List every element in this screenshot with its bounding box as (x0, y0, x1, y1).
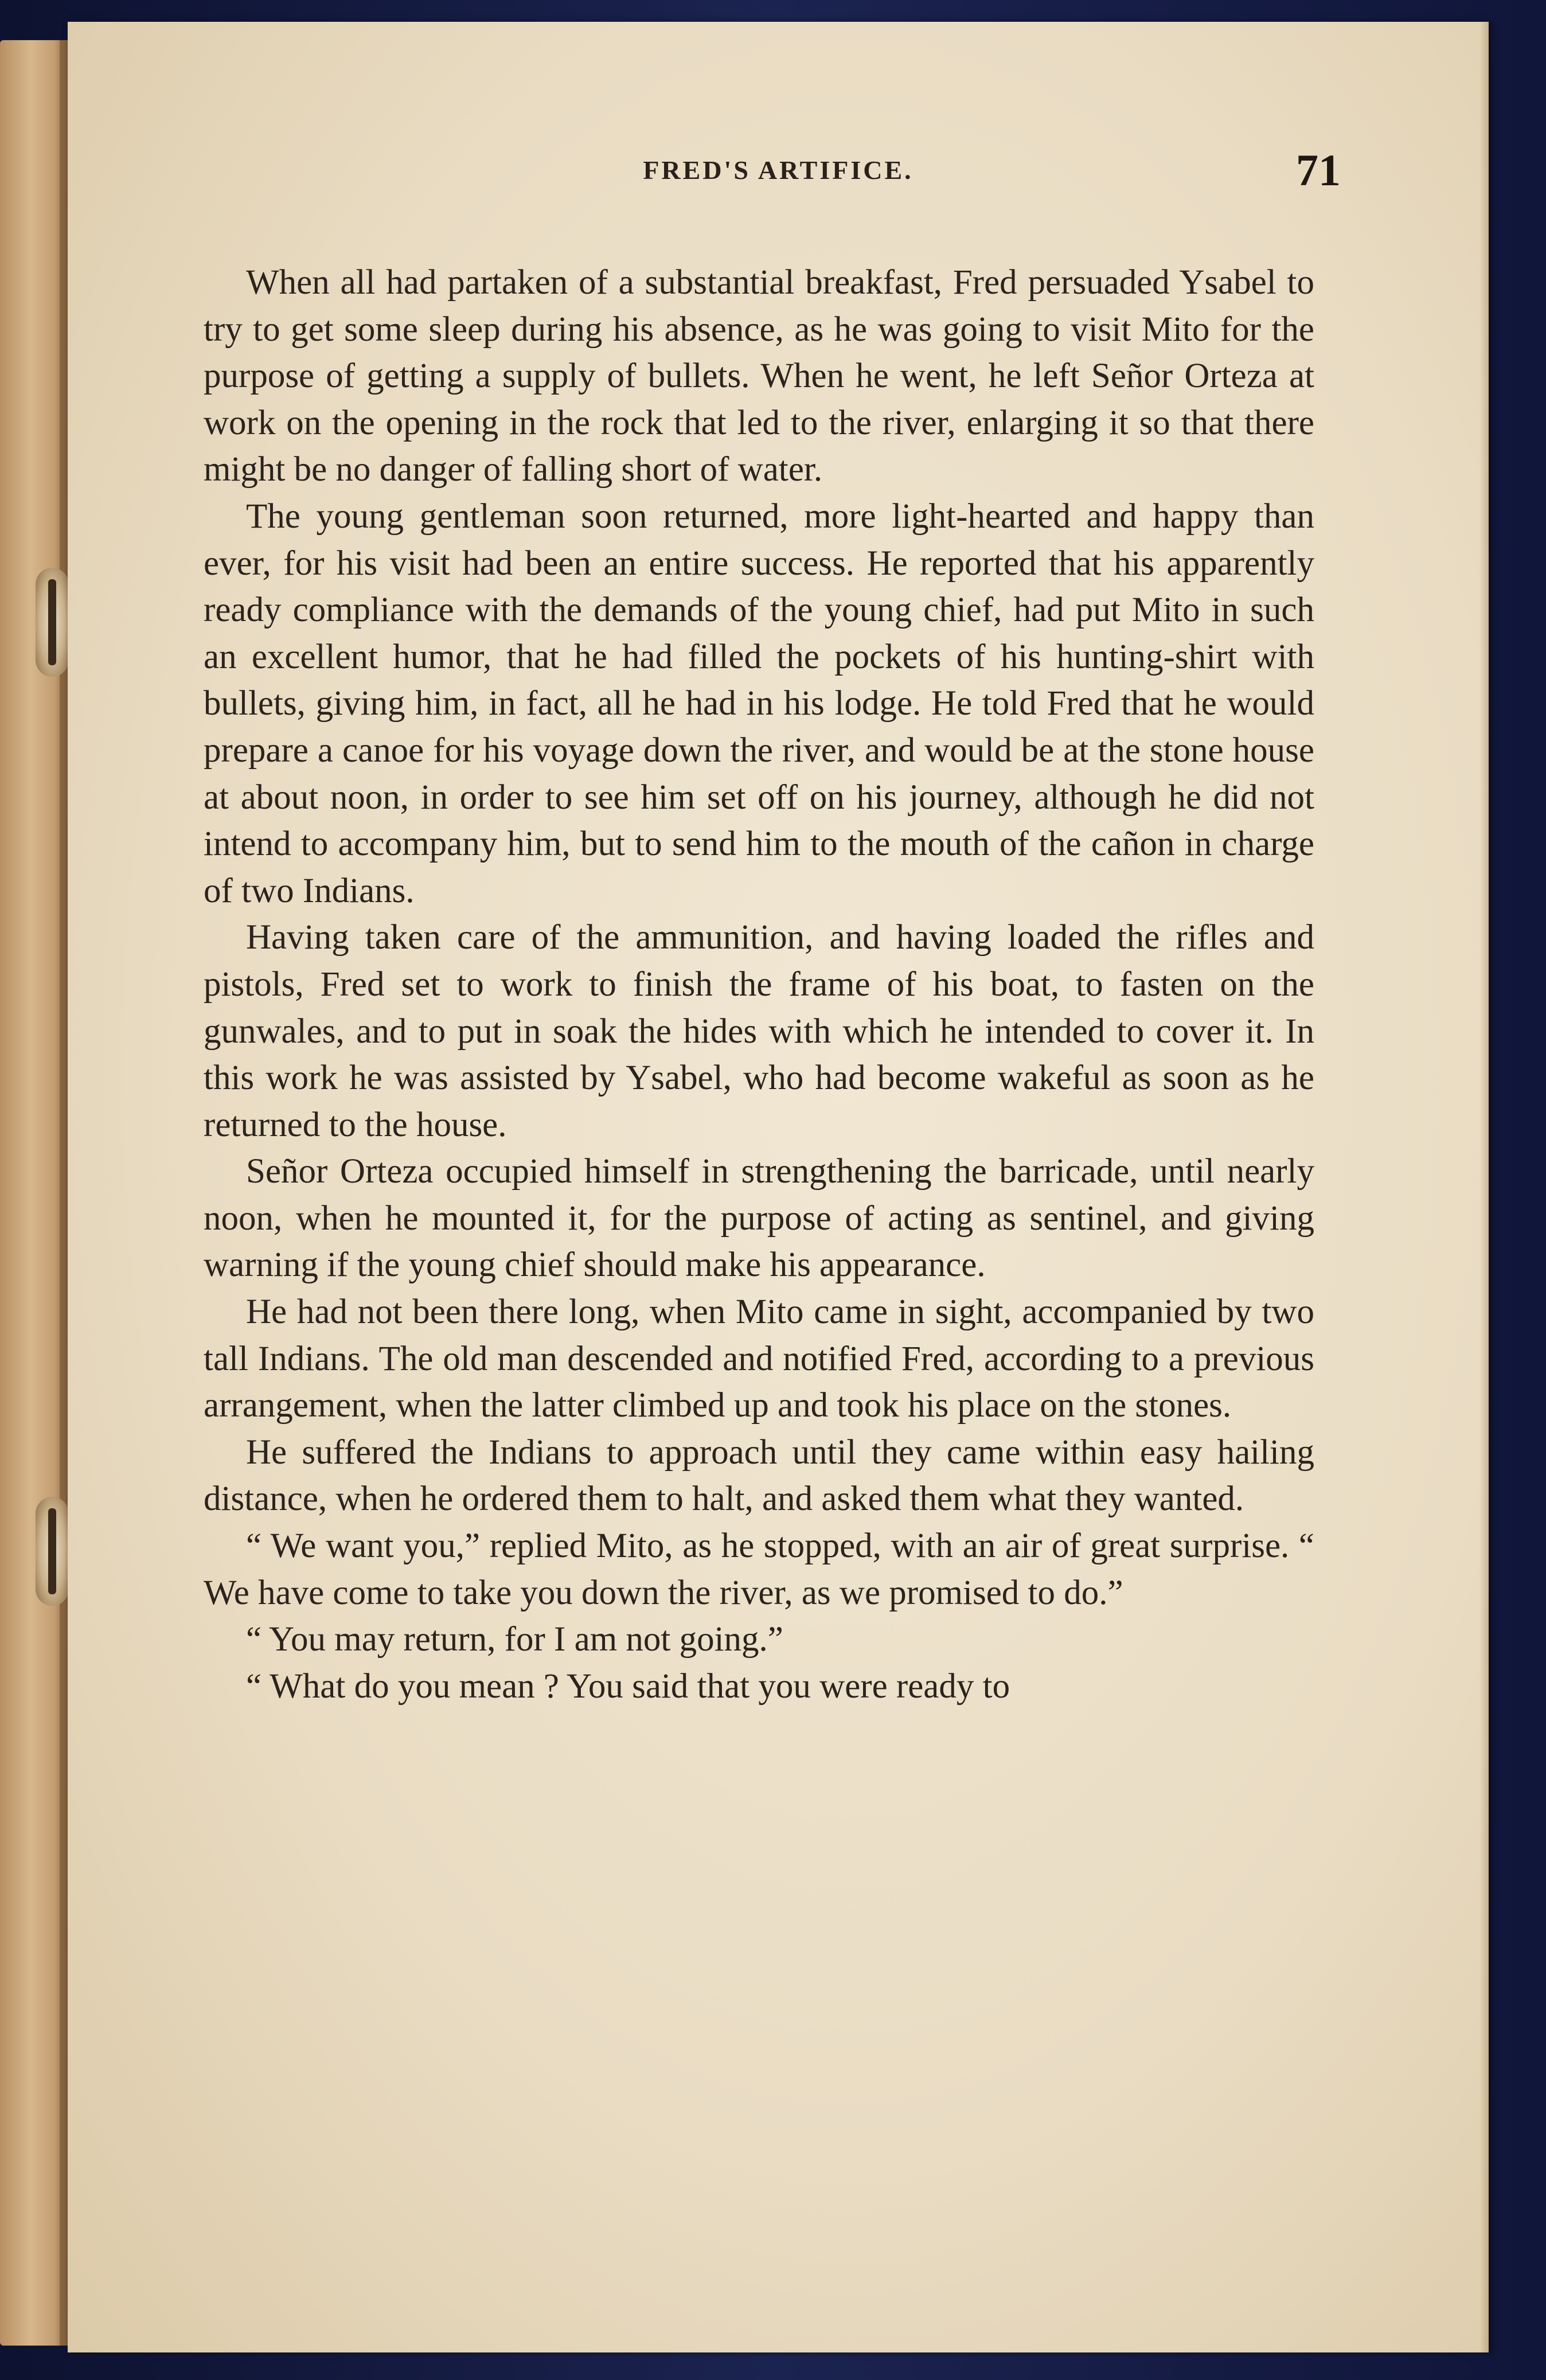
paragraph: He had not been there long, when Mito came in sight, accompanied by two tall Indians. The old man descended and notified Fred, according to a previous arrangement, when the latter climbed up and took his place on the stones. (204, 1293, 1314, 1425)
staple-hole-top (36, 568, 69, 677)
paragraph: Señor Orteza occupied himself in strengthening the barricade, until nearly noon, when he mounted it, for the purpose of acting as sentinel, and giving warning if the young chief should make his appearance. (204, 1152, 1314, 1285)
paragraph: The young gentleman soon returned, more light-hearted and happy than ever, for his visit had been an entire success. He reported that his apparently ready compliance with the demands of the young chief, had put Mito in such an excellent humor, that he had filled the pockets of his hunting-shirt with bullets, giving him, in fact, all he had in his lodge. He told Fred that he would prepare a canoe for his voyage down the river, and would be at the stone house at about noon, in order to see him set off on his journey, although he did not intend to accompany him, but to send him to the mouth of the cañon in charge of two Indians. (204, 497, 1314, 910)
booklet-spine (0, 40, 68, 2346)
staple-hole-bottom (36, 1497, 69, 1606)
paragraph: Having taken care of the ammunition, and having loaded the rifles and pistols, Fred set to work to finish the frame of his boat, to fasten on the gunwales, and to put in soak the hides with which he intended to cover it. In this work he was assisted by Ysabel, who had become wakeful as soon as he returned to the house. (204, 918, 1314, 1144)
running-title: FRED'S ARTIFICE. (643, 155, 913, 185)
page-number: 71 (1296, 145, 1341, 195)
paragraph: When all had partaken of a substantial breakfast, Fred persuaded Ysabel to try to get some sleep during his absence, as he was going to visit Mito for the purpose of getting a supply of bullets. When he went, he left Señor Orteza at work on the opening in the rock that led to the river, enlarging it so that there might be no danger of falling short of water. (204, 263, 1314, 489)
book-page (68, 22, 1489, 2352)
paragraph: “ We want you,” replied Mito, as he stopped, with an air of great surprise. “ We have come to take you down the river, as we promised to do.” (204, 1527, 1314, 1612)
spine-shadow (60, 40, 68, 2346)
paragraph: “ What do you mean ? You said that you were ready to (246, 1667, 1010, 1706)
page-edge-shadow (1479, 22, 1489, 2352)
running-head (68, 145, 1489, 218)
paragraph: “ You may return, for I am not going.” (246, 1620, 783, 1659)
paragraph: He suffered the Indians to approach until they came within easy hailing distance, when he ordered them to halt, and asked them what they wanted. (204, 1433, 1314, 1519)
body-text (204, 259, 1314, 2140)
